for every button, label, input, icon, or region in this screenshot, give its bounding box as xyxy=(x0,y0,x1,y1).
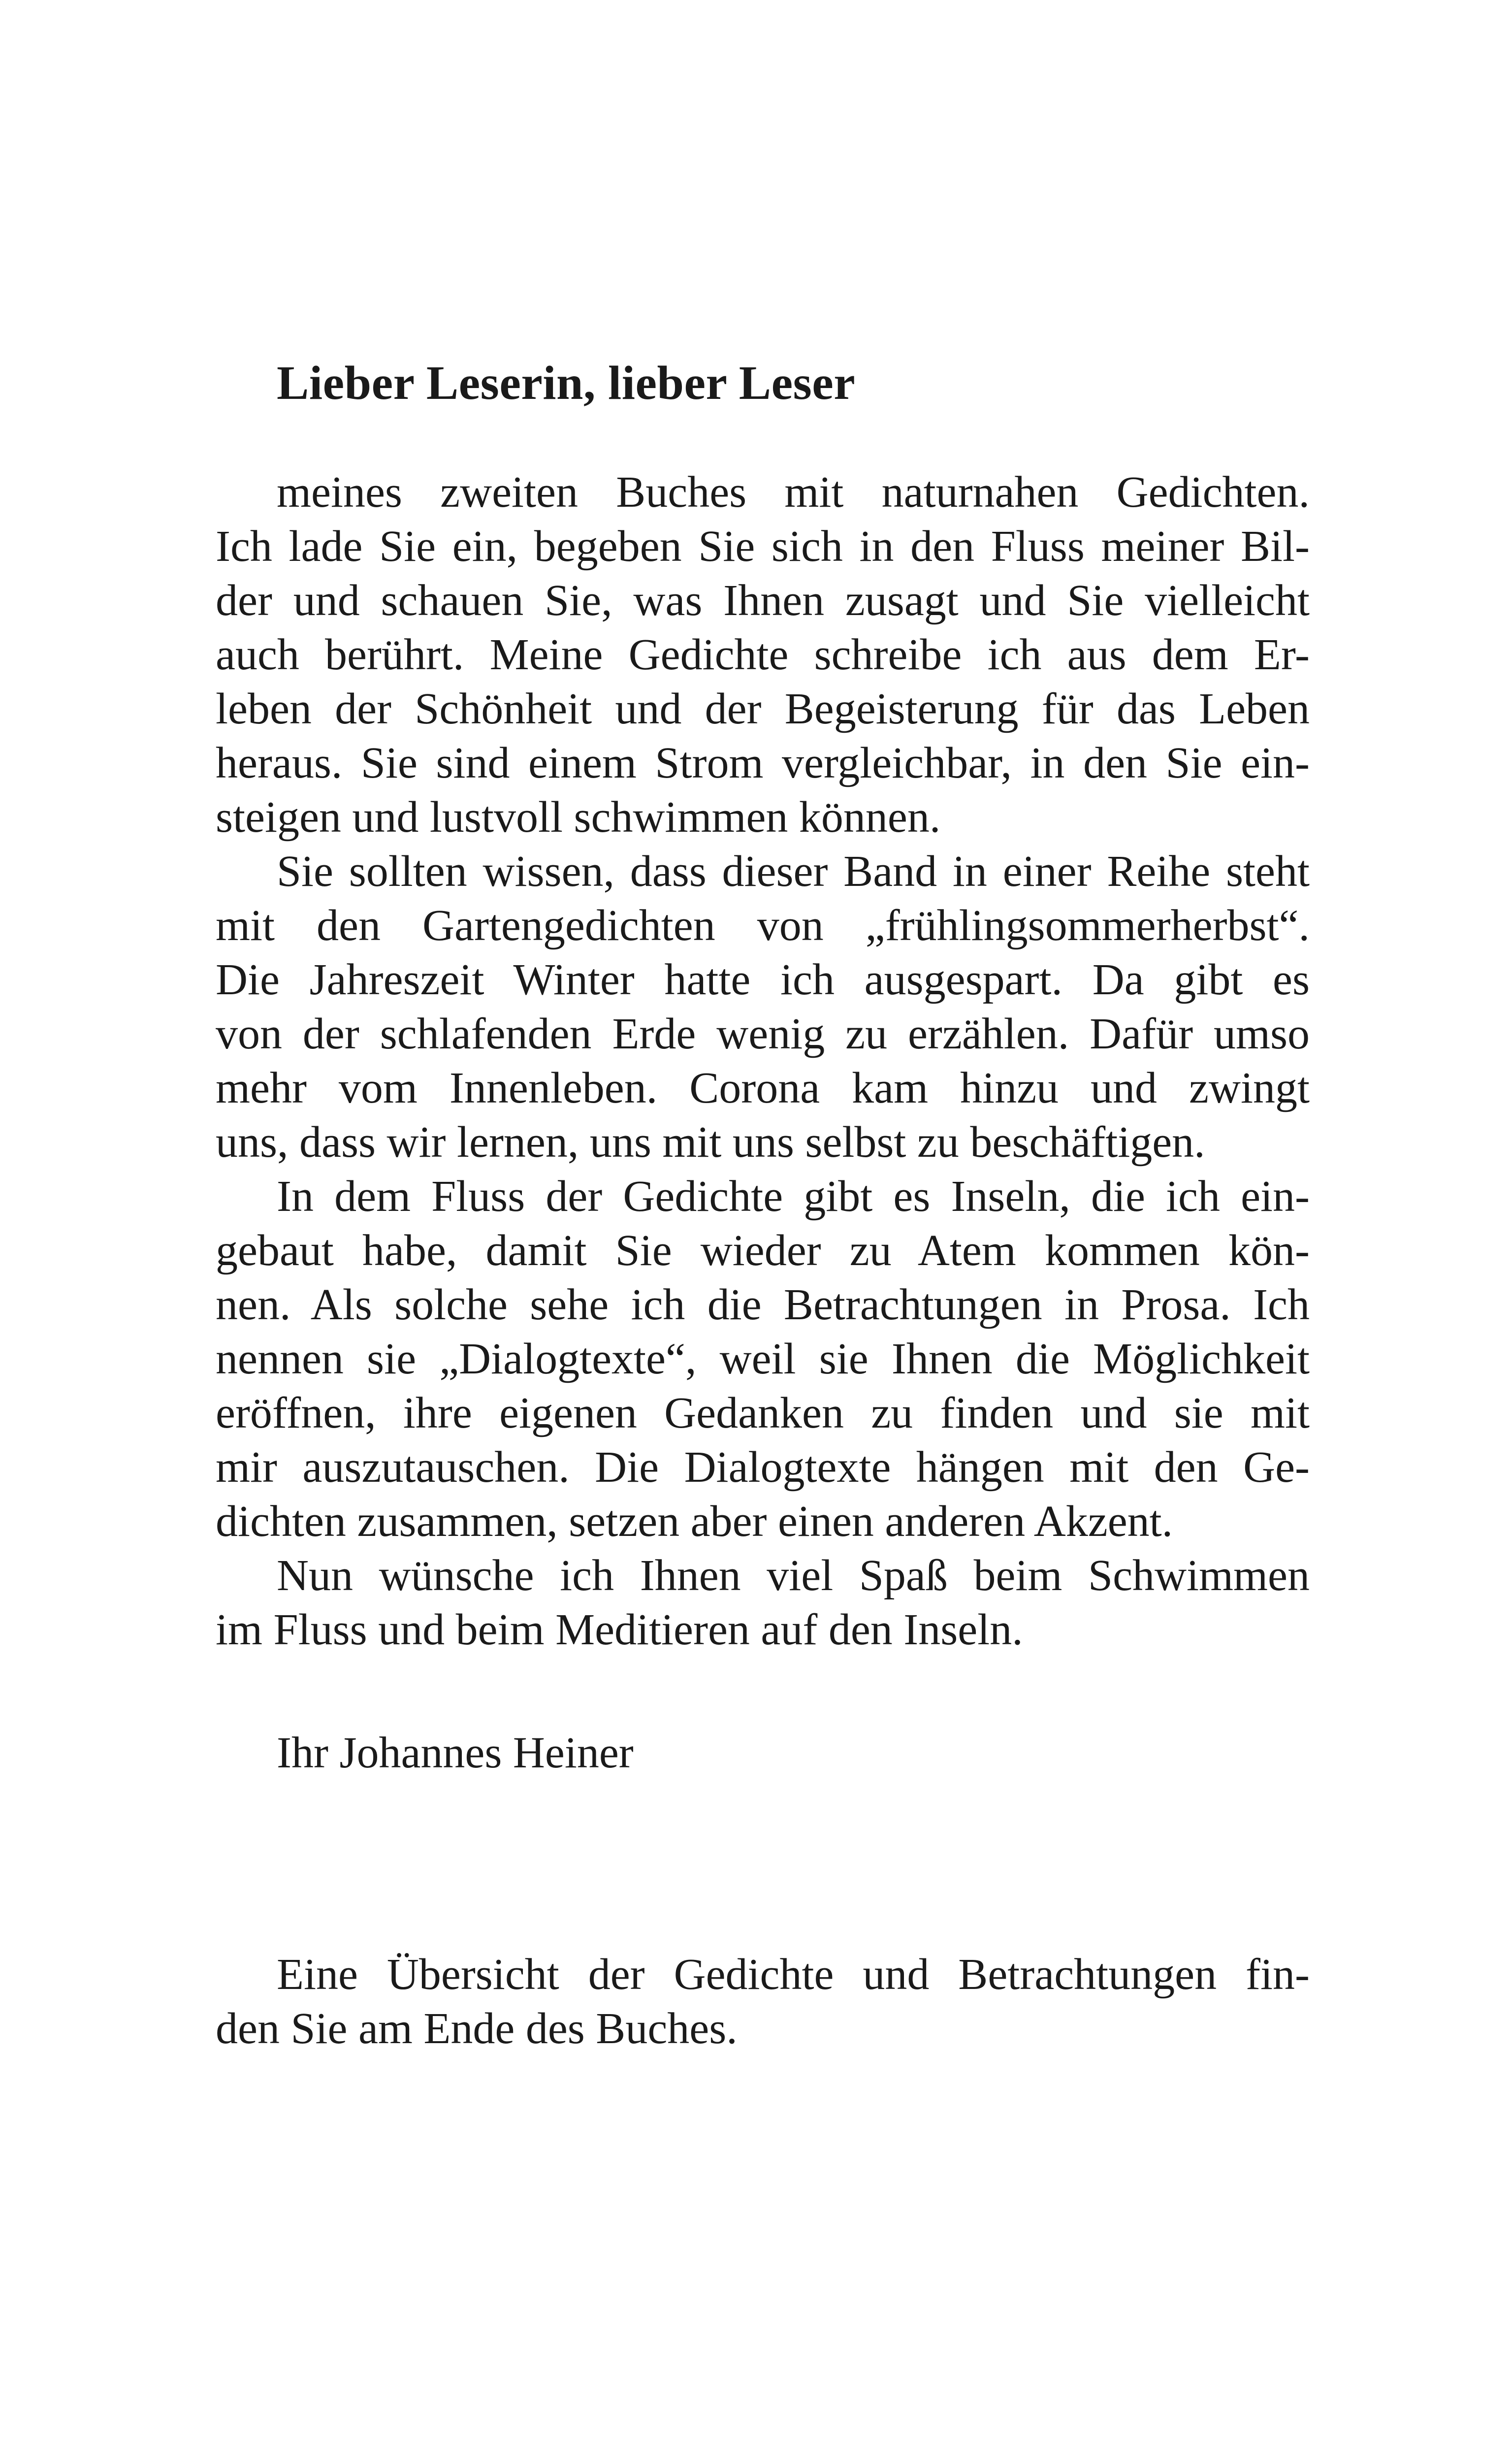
body-line: Die Jahreszeit Winter hatte ich ausgespart. Da gibt es xyxy=(216,955,1310,1004)
body-line: mit den Gartengedichten von „frühlingsommerherbst“. xyxy=(216,901,1310,950)
body-line: In dem Fluss der Gedichte gibt es Inseln, die ich ein- xyxy=(277,1172,1310,1221)
note-line: Eine Übersicht der Gedichte und Betrachtungen fin- xyxy=(277,1950,1310,1999)
body-line: Nun wünsche ich Ihnen viel Spaß beim Schwimmen xyxy=(277,1551,1310,1600)
body-line: dichten zusammen, setzen aber einen anderen Akzent. xyxy=(216,1497,1173,1546)
body-line: heraus. Sie sind einem Strom vergleichbar, in den Sie ein- xyxy=(216,739,1310,787)
body-line: Sie sollten wissen, dass dieser Band in einer Reihe steht xyxy=(277,847,1310,896)
body-line: auch berührt. Meine Gedichte schreibe ich aus dem Er- xyxy=(216,630,1310,679)
note-line: den Sie am Ende des Buches. xyxy=(216,2004,738,2053)
body-line: eröffnen, ihre eigenen Gedanken zu finden und sie mit xyxy=(216,1389,1310,1437)
book-page xyxy=(216,0,1310,2443)
body-line: nen. Als solche sehe ich die Betrachtungen in Prosa. Ich xyxy=(216,1280,1310,1329)
body-line: steigen und lustvoll schwimmen können. xyxy=(216,793,941,842)
body-line: gebaut habe, damit Sie wieder zu Atem kommen kön- xyxy=(216,1226,1310,1275)
body-line: Ich lade Sie ein, begeben Sie sich in den Fluss meiner Bil- xyxy=(216,522,1310,571)
body-line: leben der Schönheit und der Begeisterung für das Leben xyxy=(216,684,1310,733)
body-line: im Fluss und beim Meditieren auf den Inseln. xyxy=(216,1605,1023,1654)
signature: Ihr Johannes Heiner xyxy=(277,1728,634,1777)
body-line: von der schlafenden Erde wenig zu erzählen. Dafür umso xyxy=(216,1010,1310,1058)
body-line: mehr vom Innenleben. Corona kam hinzu und zwingt xyxy=(216,1064,1310,1112)
body-line: der und schauen Sie, was Ihnen zusagt und Sie vielleicht xyxy=(216,576,1310,625)
body-line: uns, dass wir lernen, uns mit uns selbst zu beschäftigen. xyxy=(216,1118,1205,1167)
page-heading: Lieber Leserin, lieber Leser xyxy=(277,357,856,410)
body-line: meines zweiten Buches mit naturnahen Gedichten. xyxy=(277,468,1310,517)
body-line: nennen sie „Dialogtexte“, weil sie Ihnen die Möglichkeit xyxy=(216,1335,1310,1383)
body-line: mir auszutauschen. Die Dialogtexte hängen mit den Ge- xyxy=(216,1443,1310,1492)
